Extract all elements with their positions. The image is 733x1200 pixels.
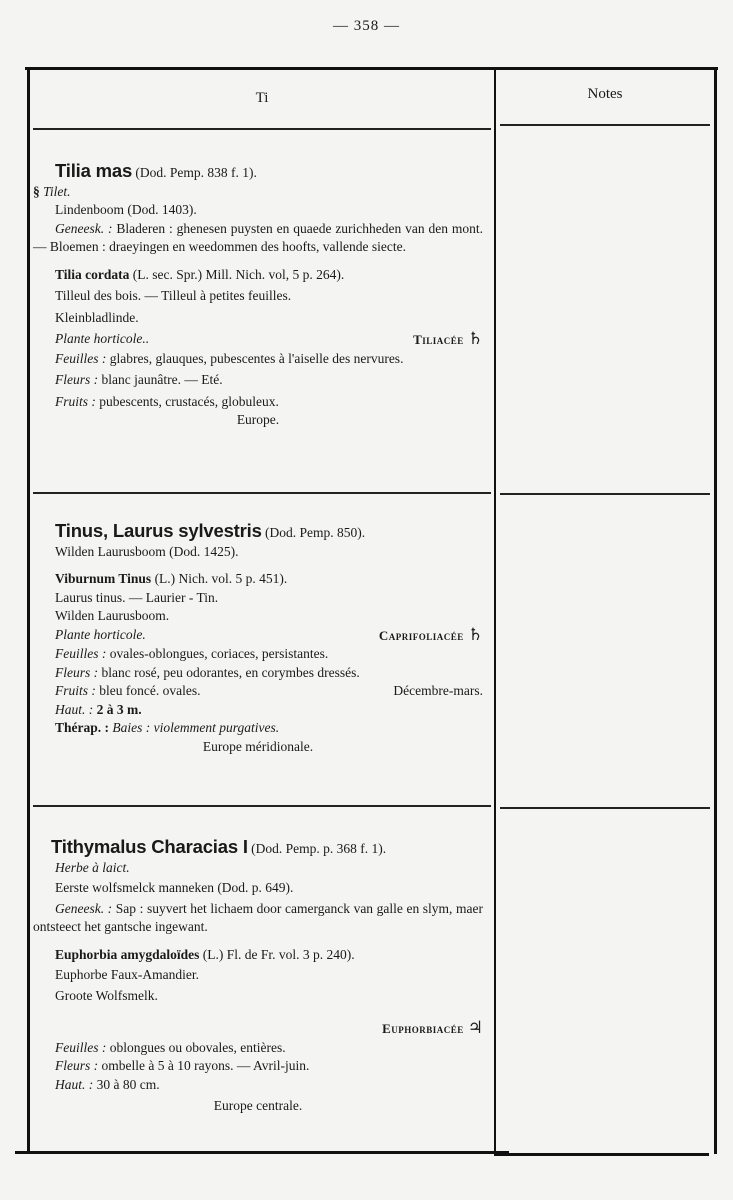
family-name: Caprifoliacée bbox=[378, 627, 464, 643]
dutch-name: Wilden Laurusboom (Dod. 1425). bbox=[55, 543, 239, 559]
section-rule-2-notes bbox=[500, 807, 710, 809]
saturn-symbol-icon: ♄ bbox=[467, 624, 483, 644]
entry-tithymalus bbox=[33, 838, 483, 1116]
fruits-season: Décembre-mars. bbox=[393, 683, 483, 698]
region: Europe méridionale. bbox=[202, 738, 314, 754]
table-right-border bbox=[714, 68, 717, 1154]
fleurs-text: ombelle à 5 à 10 rayons. — Avril-juin. bbox=[101, 1058, 310, 1073]
common-name-fr: Laurus tinus. — Laurier - Tin. bbox=[55, 589, 219, 605]
common-name-fr: Tilleul des bois. — Tilleul à petites feuilles. bbox=[55, 288, 292, 303]
common-name-nl: Kleinbladlinde. bbox=[55, 309, 139, 325]
fleurs-label: Fleurs : bbox=[55, 664, 99, 680]
fleurs-label: Fleurs : bbox=[55, 1058, 99, 1073]
haut-label: Haut. : bbox=[55, 1076, 94, 1092]
table-bottom-rule-notes bbox=[494, 1153, 709, 1156]
table-top-rule bbox=[25, 67, 718, 70]
fruits-text: bleu foncé. ovales. bbox=[99, 683, 201, 698]
haut-text: 30 à 80 cm. bbox=[96, 1076, 160, 1092]
family-name: Euphorbiacée bbox=[382, 1021, 464, 1036]
common-name-nl: Groote Wolfsmelk. bbox=[55, 987, 158, 1003]
section-marker: § bbox=[33, 183, 40, 199]
fleurs-text: blanc rosé, peu odorantes, en corymbes dressés. bbox=[101, 664, 360, 680]
species-name: Euphorbia amygdaloïdes bbox=[55, 946, 200, 962]
region: Europe centrale. bbox=[213, 1098, 303, 1113]
region: Europe. bbox=[236, 412, 280, 427]
feuilles-text: ovales-oblongues, coriaces, persistantes. bbox=[109, 646, 329, 661]
fruits-label: Fruits : bbox=[55, 683, 96, 698]
feuilles-label: Feuilles : bbox=[55, 350, 107, 366]
haut-label: Haut. : bbox=[55, 701, 94, 717]
entry-title-ref: (Dod. Pemp. 838 f. 1). bbox=[135, 165, 257, 180]
table-left-border bbox=[27, 70, 30, 1152]
therap-label: Thérap. : bbox=[55, 720, 109, 735]
species-ref: (L.) Fl. de Fr. vol. 3 p. 240). bbox=[202, 946, 355, 962]
family-name: Tiliacée bbox=[413, 332, 464, 347]
species-ref: (L. sec. Spr.) Mill. Nich. vol, 5 p. 264). bbox=[132, 266, 345, 282]
fleurs-text: blanc jaunâtre. — Eté. bbox=[101, 372, 223, 387]
fleurs-label: Fleurs : bbox=[55, 372, 99, 387]
saturn-symbol-icon: ♄ bbox=[467, 329, 483, 348]
fruits-text: pubescents, crustacés, globuleux. bbox=[99, 393, 279, 409]
entry-title: Tilia mas bbox=[55, 160, 133, 181]
feuilles-label: Feuilles : bbox=[55, 1039, 107, 1055]
plante-type: Plante horticole.. bbox=[55, 331, 150, 346]
species-ref: (L.) Nich. vol. 5 p. 451). bbox=[154, 571, 288, 586]
column-divider bbox=[494, 70, 496, 1152]
jupiter-symbol-icon: ♃ bbox=[467, 1018, 483, 1037]
dutch-name: Eerste wolfsmelck manneken (Dod. p. 649). bbox=[55, 880, 294, 895]
section-rule-1-notes bbox=[500, 493, 710, 495]
entry-title-ref: (Dod. Pemp. p. 368 f. 1). bbox=[251, 841, 387, 856]
vernacular-name: Herbe à laict. bbox=[55, 859, 130, 875]
section-rule-2-main bbox=[33, 805, 491, 807]
entry-tinus bbox=[33, 522, 483, 756]
plante-type: Plante horticole. bbox=[55, 626, 146, 642]
vernacular-name: Tilet. bbox=[43, 183, 71, 199]
entry-title-ref: (Dod. Pemp. 850). bbox=[265, 525, 366, 540]
feuilles-text: oblongues ou obovales, entières. bbox=[109, 1039, 286, 1055]
geneesk-text: Sap : suyvert het lichaem door camerganck van galle en slym, maer ontsteect het gantsche ingewant. bbox=[33, 900, 483, 934]
entry-tilia-mas bbox=[33, 162, 483, 430]
entry-title: Tithymalus Characias I bbox=[51, 836, 248, 857]
geneesk-label: Geneesk. : bbox=[55, 220, 113, 236]
column-header-ti: Ti bbox=[255, 90, 269, 106]
dutch-name: Lindenboom (Dod. 1403). bbox=[55, 202, 197, 217]
species-name: Tilia cordata bbox=[55, 266, 130, 282]
therap-text: Baies : violemment purgatives. bbox=[112, 720, 280, 735]
common-name-nl: Wilden Laurusboom. bbox=[55, 608, 170, 623]
geneesk-label: Geneesk. : bbox=[55, 900, 113, 916]
table-bottom-rule bbox=[15, 1151, 509, 1154]
header-rule-notes bbox=[500, 124, 710, 126]
species-name: Viburnum Tinus bbox=[55, 571, 152, 586]
entry-title: Tinus, Laurus sylvestris bbox=[55, 520, 262, 541]
feuilles-label: Feuilles : bbox=[55, 646, 107, 661]
haut-text: 2 à 3 m. bbox=[96, 701, 142, 717]
geneesk-text: Bladeren : ghenesen puysten en quaede zurichheden van den mont. — Bloemen : draeyingen en weedommen des hoofts, vallende siecte. bbox=[33, 220, 484, 254]
section-rule-1-main bbox=[33, 492, 491, 494]
common-name-fr: Euphorbe Faux-Amandier. bbox=[55, 967, 199, 982]
page-number: — 358 — bbox=[333, 18, 400, 34]
feuilles-text: glabres, glauques, pubescentes à l'aiselle des nervures. bbox=[109, 350, 404, 366]
fruits-label: Fruits : bbox=[55, 393, 96, 409]
header-rule-main bbox=[33, 128, 491, 130]
column-header-notes: Notes bbox=[587, 86, 623, 102]
